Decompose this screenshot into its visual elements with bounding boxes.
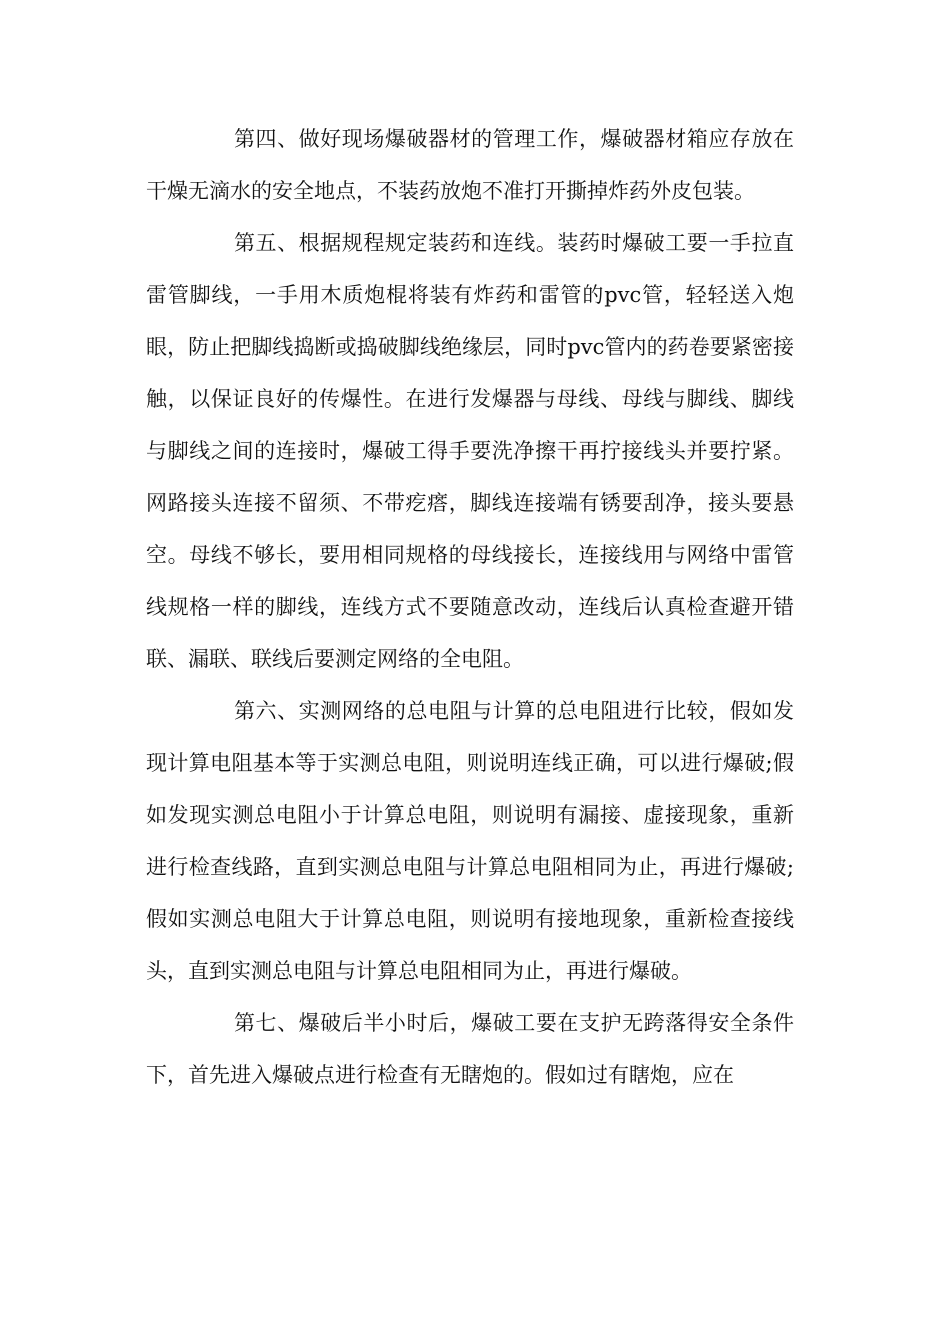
document-body [146,113,794,1101]
paragraph-4: 第四、做好现场爆破器材的管理工作，爆破器材箱应存放在干燥无滴水的安全地点，不装药放炮不准打开撕掉炸药外皮包装。 [146,127,794,203]
paragraph-7: 第七、爆破后半小时后，爆破工要在支护无跨落得安全条件下，首先进入爆破点进行检查有无瞎炮的。假如过有瞎炮，应在 [146,1011,794,1087]
paragraph-5: 第五、根据规程规定装药和连线。装药时爆破工要一手拉直雷管脚线，一手用木质炮棍将装有炸药和雷管的pvc管，轻轻送入炮眼，防止把脚线捣断或捣破脚线绝缘层，同时pvc管内的药卷要紧密接触，以保证良好的传爆性。在进行发爆器与母线、母线与脚线、脚线与脚线之间的连接时，爆破工得手要洗净擦干再拧接线头并要拧紧。网路接头连接不留须、不带疙瘩，脚线连接端有锈要刮净，接头要悬空。母线不够长，要用相同规格的母线接长，连接线用与网络中雷管线规格一样的脚线，连线方式不要随意改动，连线后认真检查避开错联、漏联、联线后要测定网络的全电阻。 [146,231,794,671]
paragraph-6: 第六、实测网络的总电阻与计算的总电阻进行比较，假如发现计算电阻基本等于实测总电阻，则说明连线正确，可以进行爆破;假如发现实测总电阻小于计算总电阻，则说明有漏接、虚接现象，重新进行检查线路，直到实测总电阻与计算总电阻相同为止，再进行爆破;假如实测总电阻大于计算总电阻，则说明有接地现象，重新检查接线头，直到实测总电阻与计算总电阻相同为止，再进行爆破。 [146,699,794,983]
